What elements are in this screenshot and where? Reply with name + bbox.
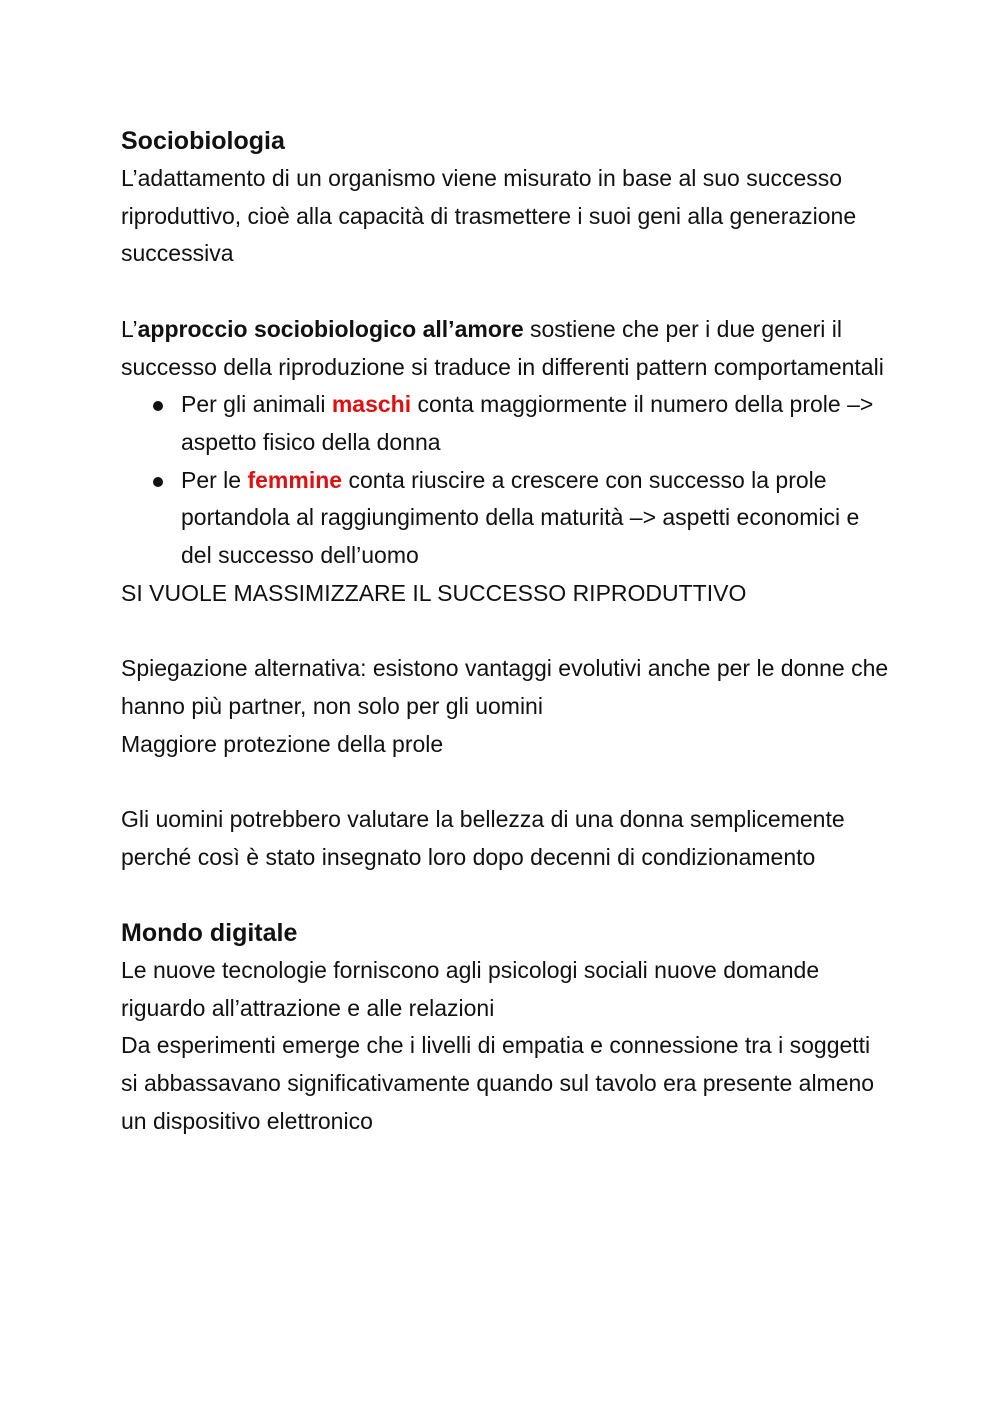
section-title-sociobiologia: Sociobiologia bbox=[121, 127, 285, 155]
paragraph-intro: L’adattamento di un organismo viene misurato in base al suo successo riproduttivo, cioè alla capacità di trasmettere i suoi geni alla generazione successiva bbox=[121, 165, 857, 267]
paragraph-conclusion: SI VUOLE MASSIMIZZARE IL SUCCESSO RIPRODUTTIVO bbox=[121, 579, 747, 606]
paragraph-protection: Maggiore protezione della prole bbox=[121, 730, 444, 757]
bullet-highlight: maschi bbox=[331, 391, 412, 418]
paragraph-alternative: Spiegazione alternativa: esistono vantaggi evolutivi anche per le donne che hanno più partner, non solo per gli uomini bbox=[121, 655, 889, 719]
list-item bbox=[121, 462, 891, 575]
approach-prefix: L’ bbox=[121, 315, 138, 342]
bullet-text-after: conta riuscire a crescere con successo la prole portandola al raggiungimento della maturità –> aspetti economici e del successo dell’uomo bbox=[181, 466, 860, 569]
paragraph-approach bbox=[121, 311, 891, 386]
bullet-icon bbox=[153, 401, 163, 411]
bullet-text-before: Per gli animali bbox=[181, 391, 332, 418]
paragraph-beauty: Gli uomini potrebbero valutare la bellezza di una donna semplicemente perché così è stato insegnato loro dopo decenni di condizionamento bbox=[121, 805, 845, 870]
bullet-text-after: conta maggiormente il numero della prole –> aspetto fisico della donna bbox=[181, 391, 874, 455]
bullet-highlight: femmine bbox=[247, 466, 343, 493]
paragraph-experiments: Da esperimenti emerge che i livelli di empatia e connessione tra i soggetti si abbassavano significativamente quando sul tavolo era presente almeno un dispositivo elettronico bbox=[121, 1032, 875, 1134]
bullet-list bbox=[121, 386, 891, 575]
list-item bbox=[121, 386, 891, 461]
approach-bold: approccio sociobiologico all’amore bbox=[137, 315, 524, 342]
document-page bbox=[121, 122, 891, 1141]
section-title-mondo-digitale: Mondo digitale bbox=[121, 919, 298, 947]
bullet-text-before: Per le bbox=[181, 466, 248, 493]
paragraph-technologies: Le nuove tecnologie forniscono agli psicologi sociali nuove domande riguardo all’attrazione e alle relazioni bbox=[121, 957, 820, 1021]
bullet-icon bbox=[153, 477, 163, 487]
approach-rest: sostiene che per i due generi il successo della riproduzione si traduce in differenti pattern comportamentali bbox=[121, 315, 884, 380]
